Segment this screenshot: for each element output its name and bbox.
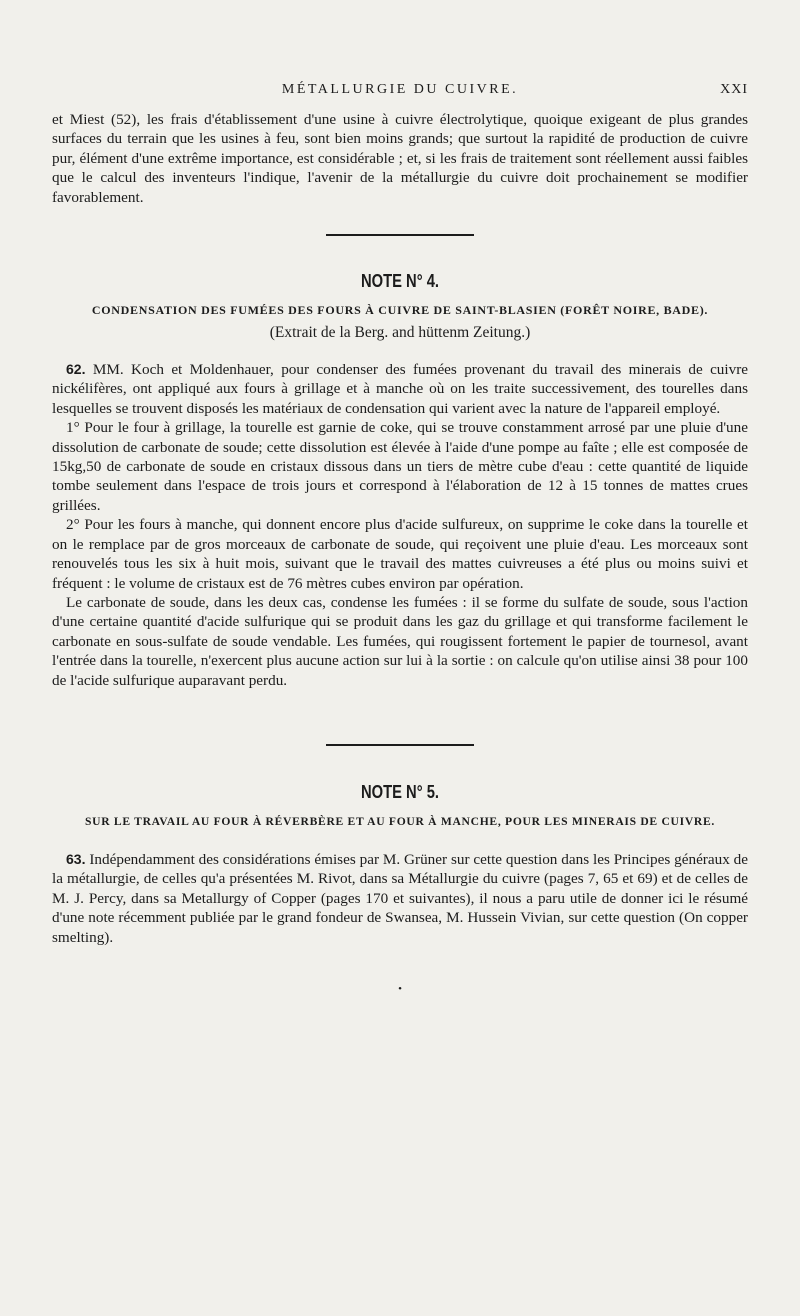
note-5-section <box>52 744 748 947</box>
footer-mark: • <box>398 982 402 995</box>
note-4-paragraph-4: Le carbonate de soude, dans les deux cas, condense les fumées : il se forme du sulfate de soude, sous l'action d'une certaine quantité d'acide sulfurique qui se produit dans les gaz du grillage et qui transforme facilement le carbonate en sous-sulfate de soude vendable. Les fumées, qui rougissent fortement le papier de tournesol, avant l'entrée dans la tourelle, n'exercent plus aucune action sur lui à la sortie : on calcule qu'on utilise ainsi 38 pour 100 de l'acide sulfurique auparavant perdu. <box>52 593 748 689</box>
page-number: XXI <box>720 82 748 97</box>
running-header <box>52 82 748 104</box>
note-5-paragraph-1 <box>52 850 748 947</box>
section-divider <box>326 234 474 236</box>
running-title: MÉTALLURGIE DU CUIVRE. <box>281 82 519 97</box>
paragraph-number: 62. <box>66 361 86 378</box>
note-5-title: NOTE N° 5. <box>360 781 440 802</box>
paragraph-text: MM. Koch et Moldenhauer, pour condenser des fumées provenant du travail des minerais de cuivre nickélifères, ont appliqué aux fours à grillage et à manche où on les traite successivement, des tourelles dans lesquelles se trouvent disposés les matériaux de condensation qui varient avec la nature de l'appareil employé. <box>52 361 749 417</box>
note-5-subtitle: SUR LE TRAVAIL AU FOUR À RÉVERBÈRE ET AU FOUR À MANCHE, POUR LES MINERAIS DE CUIVRE. <box>85 814 715 828</box>
note-4-title: NOTE N° 4. <box>360 271 440 292</box>
paragraph-number: 63. <box>66 850 86 867</box>
note-4-paragraph-3: 2° Pour les fours à manche, qui donnent encore plus d'acide sulfureux, on supprime le coke dans la tourelle et on le remplace par de gros morceaux de carbonate de soude, qui reçoivent une pluie d'eau. Les morceaux sont renouvelés tous les six à huit mois, suivant que le travail des mattes cuivreuses a été plus ou moins suivi et fréquent : le volume de cristaux est de 76 mètres cubes environ par opération. <box>52 516 748 592</box>
note-4-subtitle: CONDENSATION DES FUMÉES DES FOURS À CUIVRE DE SAINT-BLASIEN (FORÊT NOIRE, BADE). <box>91 303 709 318</box>
paragraph-text: Indépendamment des considérations émises par M. Grüner sur cette question dans les Principes généraux de la métallurgie, de celles qu'a présentées M. Rivot, dans sa Métallurgie du cuivre (pages 7, 65 et 69) et de celles de M. J. Percy, dans sa Metallurgy of Copper (pages 170 et suivantes), il nous a paru utile de donner ici le résumé d'une note récemment publiée par le grand fondeur de Swansea, M. Hussein Vivian, sur cette question (On copper smelting). <box>52 850 749 946</box>
section-divider <box>326 744 474 746</box>
note-4-paragraph-2: 1° Pour le four à grillage, la tourelle est garnie de coke, qui se trouve constamment arrosé par une pluie d'une dissolution de carbonate de soude; cette dissolution est élevée à l'aide d'une pompe au faîte ; elle est composée de 15kg,50 de carbonate de soude en cristaux dissous dans un tiers de mètre cube d'eau : cette quantité de liquide tombe seulement dans l'espace de trois jours et correspond à l'élaboration de 12 à 15 tonnes de mattes crues grillées. <box>52 419 748 514</box>
opening-paragraph: et Miest (52), les frais d'établissement d'une usine à cuivre électrolytique, quoique exigeant de plus grandes surfaces du terrain que les usines à feu, sont bien moins grands; que surtout la rapidité de production de cuivre pur, élément d'une extrême importance, est considérable ; et, si les frais de traitement sont réellement aussi faibles que le calcul des inventeurs l'indique, l'avenir de la métallurgie du cuivre doit prochainement se modifier favorablement. <box>52 111 748 206</box>
note-4-paragraph-1 <box>52 360 748 418</box>
note-4-section <box>52 234 748 690</box>
note-4-source: (Extrait de la Berg. and hüttenm Zeitung.) <box>269 324 531 342</box>
book-page <box>52 82 748 995</box>
